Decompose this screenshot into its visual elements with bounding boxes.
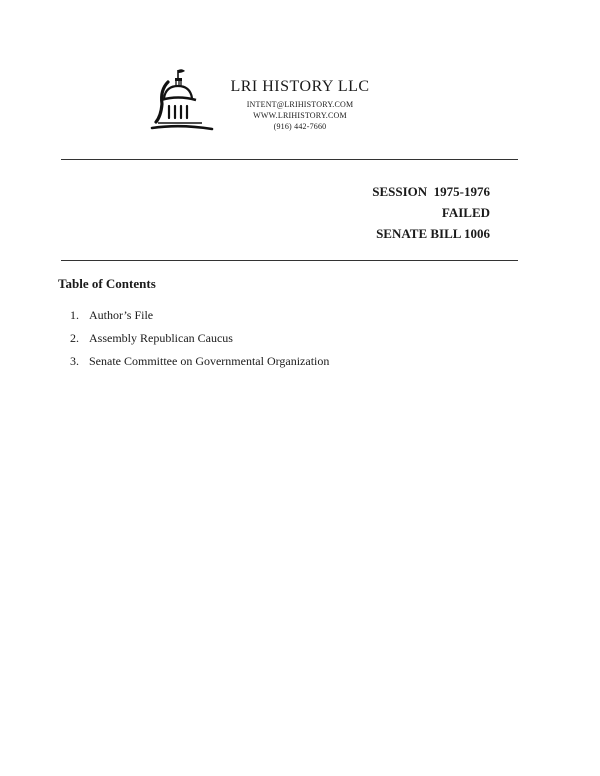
- session-block: [372, 181, 490, 244]
- toc-item: [70, 307, 329, 330]
- bill-number: SENATE BILL 1006: [376, 226, 490, 241]
- bill-status: FAILED: [441, 205, 490, 220]
- bottom-divider: [61, 260, 518, 261]
- toc-item-number: 3.: [70, 354, 79, 368]
- toc-item: [70, 353, 329, 376]
- company-website: WWW.LRIHISTORY.COM: [253, 111, 347, 120]
- toc-item-number: 2.: [70, 331, 79, 345]
- toc-item-number: 1.: [70, 308, 79, 322]
- toc-title: Table of Contents: [58, 276, 156, 291]
- session-line: SESSION 1975-1976: [372, 184, 490, 199]
- company-header: [200, 78, 400, 132]
- top-divider: [61, 159, 518, 160]
- toc-item-label: Author’s File: [89, 308, 154, 322]
- toc-item-label: Senate Committee on Governmental Organization: [89, 354, 330, 368]
- company-phone: (916) 442-7660: [273, 122, 327, 131]
- toc-item-label: Assembly Republican Caucus: [89, 331, 233, 345]
- company-email: INTENT@LRIHISTORY.COM: [246, 100, 354, 109]
- toc-item: [70, 330, 329, 353]
- toc-list: [70, 307, 329, 376]
- company-name: LRI HISTORY LLC: [230, 78, 370, 95]
